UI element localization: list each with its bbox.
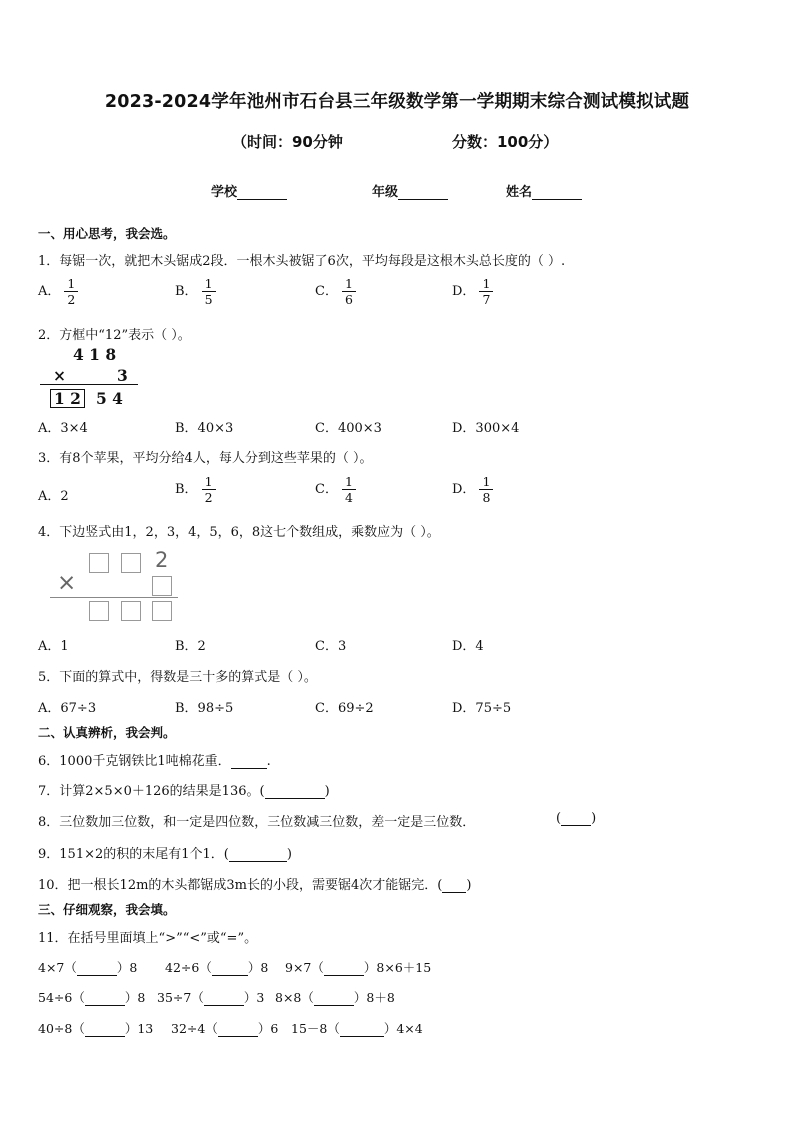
q4-box[interactable] [89,601,109,621]
q4-option-b[interactable]: B．2 [175,639,206,654]
question-2: 2．方框中“12”表示（ ）。 [38,328,191,343]
q10-answer-blank[interactable] [442,879,466,893]
q4-option-c[interactable]: C．3 [315,639,347,654]
q2-rule [40,384,138,385]
q11-answer-blank[interactable] [340,1023,384,1037]
score-label: 分数：100分） [452,133,559,151]
q11-item: 40÷8（ ）13 [38,1021,154,1036]
q5-option-a[interactable]: A．67÷3 [38,701,97,716]
question-11: 11．在括号里面填上“>”“<”或“=”。 [38,931,258,946]
q1-option-d[interactable]: D． $\frac{1}{7}$ [452,276,493,307]
question-7: 7．计算2×5×0＋126的结果是136。( ) [38,784,330,799]
q3-option-a[interactable]: A．2 [38,489,69,504]
q2-multiplicand: 4 1 8 [73,345,117,364]
school-label: 学校 [211,185,238,200]
q11-item: 42÷6（ ）8 [165,960,269,975]
question-9: 9．151×2的积的末尾有1个1．( ) [38,847,292,862]
question-10: 10．把一根长12m的木头都锯成3m长的小段，需要锯4次才能锯完．( ) [38,878,472,893]
q4-times-sign: × [57,570,77,596]
q2-option-a[interactable]: A．3×4 [38,421,88,436]
question-1: 1．每锯一次，就把木头锯成2段．一根木头被锯了6次，平均每段是这根木头总长度的（ ）. [38,254,566,269]
q11-answer-blank[interactable] [77,962,117,976]
q11-item: 32÷4（ ）6 [171,1021,279,1036]
q11-item: 15－8（ ）4×4 [291,1021,423,1036]
q4-box[interactable] [121,601,141,621]
question-6: 6．1000千克钢铁比1吨棉花重． . [38,754,271,769]
q5-option-b[interactable]: B．98÷5 [175,701,234,716]
q11-answer-blank[interactable] [85,1023,125,1037]
q11-item: 4×7（ ）8 [38,960,138,975]
q4-option-a[interactable]: A．1 [38,639,69,654]
q4-box[interactable] [152,601,172,621]
section-3-heading: 三、仔细观察，我会填。 [38,902,176,917]
q5-option-c[interactable]: C．69÷2 [315,701,374,716]
q8-answer-blank[interactable] [561,812,591,826]
q11-answer-blank[interactable] [85,992,125,1006]
q2-times-sign: × [53,366,66,385]
q2-boxed-12: 1 2 [50,389,85,408]
q2-option-b[interactable]: B．40×3 [175,421,234,436]
q11-answer-blank[interactable] [218,1023,258,1037]
name-field[interactable] [506,181,582,200]
q4-box[interactable] [89,553,109,573]
q11-item: 54÷6（ ）8 [38,990,146,1005]
time-label: （时间：90分钟 [232,133,343,151]
question-8: 8．三位数加三位数，和一定是四位数，三位数减三位数，差一定是三位数． [38,815,476,830]
grade-field[interactable] [372,181,448,200]
q4-rule [50,597,178,598]
grade-label: 年级 [372,185,399,200]
q1-option-b[interactable]: B． $\frac{1}{5}$ [175,276,216,307]
q2-option-c[interactable]: C．400×3 [315,421,382,436]
q11-answer-blank[interactable] [314,992,354,1006]
q11-item: 35÷7（ ）3 [157,990,265,1005]
q2-option-d[interactable]: D．300×4 [452,421,520,436]
q11-item: 8×8（ ）8＋8 [275,990,395,1005]
question-5: 5．下面的算式中，得数是三十多的算式是（ ）。 [38,670,317,685]
school-field[interactable] [211,181,287,200]
q7-answer-blank[interactable] [265,785,325,799]
question-3: 3．有8个苹果，平均分给4人，每人分到这些苹果的（ ）。 [38,451,373,466]
name-label: 姓名 [506,185,533,200]
q11-answer-blank[interactable] [324,962,364,976]
q1-option-c[interactable]: C． $\frac{1}{6}$ [315,276,356,307]
q2-product-rest: 5 4 [96,389,123,408]
section-2-heading: 二、认真辨析，我会判。 [38,725,176,740]
q1-option-a[interactable]: A． $\frac{1}{2}$ [38,276,78,307]
q8-answer[interactable]: ( ) [556,811,597,826]
q5-option-d[interactable]: D．75÷5 [452,701,512,716]
q4-option-d[interactable]: D．4 [452,639,484,654]
q3-option-b[interactable]: B． $\frac{1}{2}$ [175,474,216,505]
section-1-heading: 一、用心思考，我会选。 [38,226,176,241]
q3-option-d[interactable]: D． $\frac{1}{8}$ [452,474,493,505]
q4-box[interactable] [121,553,141,573]
q6-answer-blank[interactable] [231,755,267,769]
page-title: 2023-2024学年池州市石台县三年级数学第一学期期末综合测试模拟试题 [104,92,690,112]
q11-answer-blank[interactable] [212,962,248,976]
q3-option-c[interactable]: C． $\frac{1}{4}$ [315,474,356,505]
q11-item: 9×7（ ）8×6＋15 [285,960,432,975]
q11-answer-blank[interactable] [204,992,244,1006]
question-4: 4．下边竖式由1，2，3，4，5，6，8这七个数组成，乘数应为（ ）。 [38,525,440,540]
q4-digit-2: 2 [155,548,169,572]
q2-multiplier: 3 [117,366,128,385]
q9-answer-blank[interactable] [229,848,287,862]
q4-multiplier-box[interactable] [152,576,172,596]
